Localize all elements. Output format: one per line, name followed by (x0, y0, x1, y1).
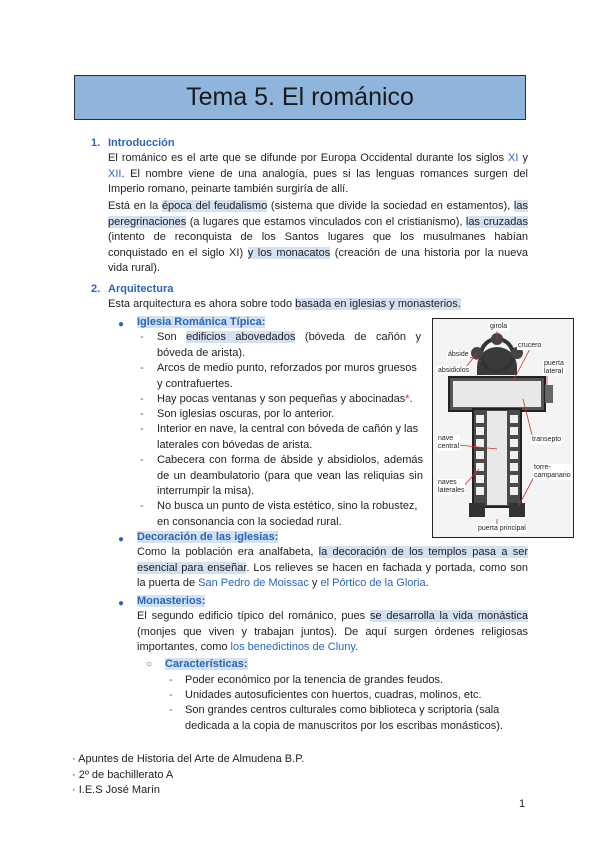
label-torre-campanario: torre- campanario (534, 464, 571, 479)
label-abside: ábside (448, 351, 469, 358)
iglesia-item-3: Hay pocas ventanas y son pequeñas y abocinadas*. (157, 393, 413, 405)
section-1-number: 1. (91, 137, 101, 149)
dash-icon: - (140, 331, 144, 343)
label-nave-central: nave central (438, 435, 460, 450)
label-crucero: crucero (518, 342, 542, 349)
dash-icon: - (140, 454, 144, 466)
section-2-number: 2. (91, 283, 101, 295)
label-absidiolos: absidiolos (438, 367, 470, 374)
label-transepto: transepto (532, 436, 562, 443)
title-box (74, 75, 526, 120)
page-title: Tema 5. El románico (186, 82, 414, 111)
dash-icon: - (140, 362, 144, 374)
footer-line-author: · Apuntes de Historia del Arte de Almudena B.P. (72, 753, 305, 765)
iglesia-item-4: Son iglesias oscuras, por lo anterior. (157, 408, 335, 420)
iglesia-heading: Iglesia Románica Típica: (137, 316, 266, 328)
section-1-paragraph-1: El románico es el arte que se difunde por Europa Occidental durante los siglos XI y XII. El nombre viene de una analogía, pues si las lenguas romances surgen del Imperio romano, peinarte también surgiría de allí. (108, 152, 528, 195)
section-2-intro: Esta arquitectura es ahora sobre todo basada en iglesias y monasterios. (108, 298, 461, 310)
section-2-heading: Arquitectura (108, 283, 174, 295)
footer-line-school: · I.E.S José Marín (72, 784, 161, 796)
iglesia-item-2: Arcos de medio punto, reforzados por muros gruesos y contrafuertes. (157, 362, 417, 390)
footer-notes (72, 752, 304, 799)
monasterios-paragraph: El segundo edificio típico del románico, pues se desarrolla la vida monástica (monjes que viven y trabajan juntos). De aquí surgen órdenes religiosas importantes, como los benedictinos de Cluny. (137, 610, 528, 653)
caracteristica-2: Unidades autosuficientes con huertos, cuadras, molinos, etc. (185, 689, 482, 701)
link-portico-gloria[interactable]: el Pórtico de la Gloria (320, 577, 426, 589)
dash-icon: - (140, 500, 144, 512)
dash-icon: - (140, 393, 144, 405)
dash-icon: - (140, 408, 144, 420)
link-cluny[interactable]: los benedictinos de Cluny (230, 641, 356, 653)
bullet-dot-icon: ● (118, 534, 125, 545)
page-number: 1 (519, 798, 526, 810)
iglesia-item-1: Son edificios abovedados (bóveda de cañón y bóveda de arista). (157, 331, 421, 359)
label-naves-laterales: naves laterales (438, 479, 465, 494)
dash-icon: - (169, 689, 173, 701)
decoracion-heading: Decoración de las iglesias: (137, 531, 279, 543)
circle-bullet-icon: ○ (146, 659, 153, 670)
label-puerta-principal: puerta principal (478, 525, 526, 532)
iglesia-item-7: No busca un punto de vista estético, sino la robustez, en consonancia con la sociedad rural. (157, 500, 418, 528)
label-puerta-lateral: puerta lateral (544, 360, 564, 375)
caracteristica-3: Son grandes centros culturales como biblioteca y scriptoria (sala dedicada a la copia de manuscritos por los escribas monásticos). (185, 704, 503, 732)
monasterios-heading: Monasterios: (137, 595, 206, 607)
dash-icon: - (140, 423, 144, 435)
iglesia-item-6: Cabecera con forma de ábside y absidiolos, además de un deambulatorio (para que vean las reliquias sin interrumpir la misa). (157, 454, 423, 497)
footer-line-course: · 2º de bachillerato A (72, 768, 174, 781)
label-girola: girola (490, 323, 508, 330)
caracteristica-1: Poder económico por la tenencia de grandes feudos. (185, 674, 444, 686)
caracteristicas-heading: Características: (165, 658, 248, 670)
decoracion-paragraph: Como la población era analfabeta, la decoración de los templos pasa a ser esencial para enseñar. Los relieves se hacen en fachada y portada, como son la puerta de San Pedro de Moissac y el Pórtico de la Gloria. (137, 546, 528, 589)
church-plan-figure (432, 318, 574, 538)
iglesia-item-5: Interior en nave, la central con bóveda de cañón y las laterales con bóvedas de arista. (157, 423, 419, 451)
bullet-dot-icon: ● (118, 319, 125, 330)
section-1-heading: Introducción (108, 137, 175, 149)
section-1-paragraph-2: Está en la época del feudalismo (sistema que divide la sociedad en estamentos), las peregrinaciones (a lugares que estamos vinculados con el cristianismo), las cruzadas (intento de reconquista de los Santos lugares que los musulmanes habían conquistado en el siglo XI) y los monacatos (creación de una historia por la nueva vida rural). (108, 200, 528, 274)
dash-icon: - (169, 704, 173, 716)
dash-icon: - (169, 674, 173, 686)
bullet-dot-icon: ● (118, 598, 125, 609)
link-moissac[interactable]: San Pedro de Moissac (198, 577, 309, 589)
